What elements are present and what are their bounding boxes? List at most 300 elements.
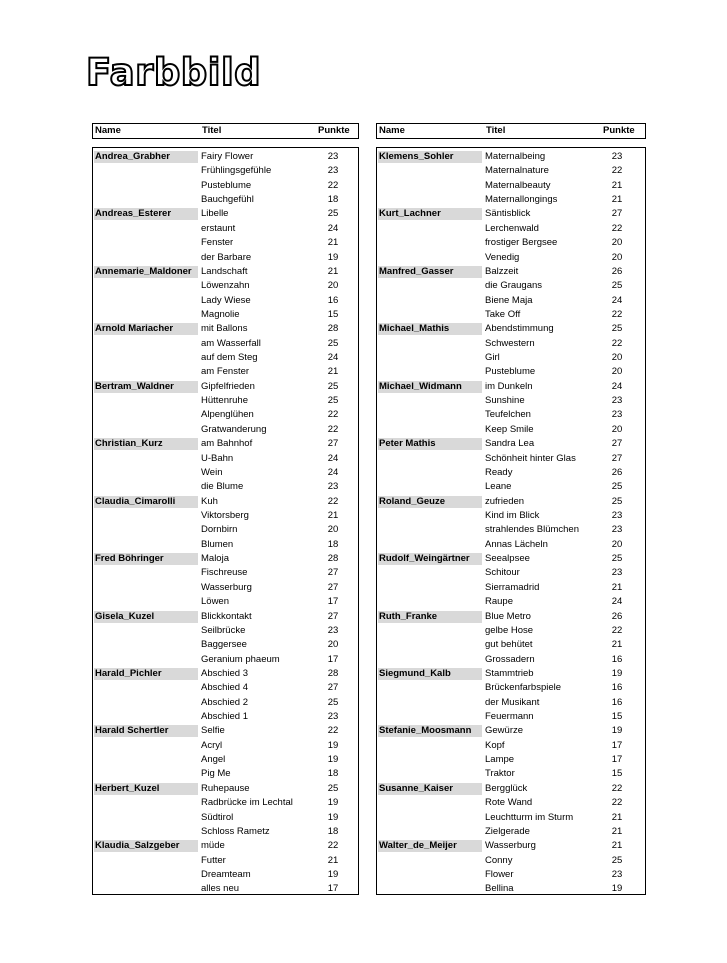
table-row xyxy=(377,466,645,480)
cell-punkte: 22 xyxy=(327,495,339,507)
cell-titel: Blumen xyxy=(201,538,234,550)
table-row xyxy=(377,193,645,207)
cell-punkte: 27 xyxy=(327,438,339,450)
cell-titel: Dornbirn xyxy=(201,524,238,536)
cell-titel: Hüttenruhe xyxy=(201,395,249,407)
cell-name xyxy=(94,366,198,378)
table-row xyxy=(377,825,645,839)
header-row-right xyxy=(376,123,646,139)
table-row xyxy=(93,495,358,509)
cell-titel: gut behütet xyxy=(485,639,533,651)
cell-name: Harald_Pichler xyxy=(94,668,198,680)
table-row xyxy=(93,294,358,308)
table-row xyxy=(93,696,358,710)
cell-punkte: 23 xyxy=(327,624,339,636)
table-row xyxy=(93,164,358,178)
table-row xyxy=(377,796,645,810)
cell-punkte: 17 xyxy=(327,596,339,608)
cell-titel: Maternalnature xyxy=(485,165,549,177)
cell-punkte: 23 xyxy=(611,509,623,521)
cell-punkte: 25 xyxy=(327,208,339,220)
table-row xyxy=(377,882,645,896)
table-row xyxy=(93,854,358,868)
cell-titel: Lampe xyxy=(485,754,515,766)
cell-titel: am Wasserfall xyxy=(201,337,261,349)
cell-titel: Maloja xyxy=(201,553,229,565)
cell-titel: Take Off xyxy=(485,308,521,320)
cell-titel: Teufelchen xyxy=(485,409,531,421)
table-row xyxy=(93,667,358,681)
table-row xyxy=(377,408,645,422)
cell-titel: Landschaft xyxy=(201,265,248,277)
table-row xyxy=(377,653,645,667)
cell-punkte: 20 xyxy=(611,352,623,364)
cell-titel: Bellina xyxy=(485,883,514,895)
cell-name xyxy=(378,338,482,350)
cell-titel: Grossadern xyxy=(485,653,535,665)
cell-punkte: 20 xyxy=(611,423,623,435)
cell-name xyxy=(94,352,198,364)
table-row xyxy=(93,207,358,221)
cell-name: Siegmund_Kalb xyxy=(378,668,482,680)
cell-name: Herbert_Kuzel xyxy=(94,783,198,795)
cell-name xyxy=(378,295,482,307)
cell-titel: Gewürze xyxy=(485,725,524,737)
cell-titel: Rote Wand xyxy=(485,797,533,809)
cell-titel: Lady Wiese xyxy=(201,294,251,306)
cell-titel: Südtirol xyxy=(201,811,234,823)
table-row xyxy=(93,653,358,667)
cell-name xyxy=(94,768,198,780)
cell-titel: Abschied 2 xyxy=(201,696,249,708)
cell-name xyxy=(378,467,482,479)
cell-name xyxy=(94,855,198,867)
cell-punkte: 15 xyxy=(327,308,339,320)
cell-titel: Annas Lächeln xyxy=(485,538,548,550)
cell-punkte: 20 xyxy=(327,524,339,536)
cell-name xyxy=(94,582,198,594)
table-row xyxy=(377,236,645,250)
table-row xyxy=(377,294,645,308)
cell-name xyxy=(378,812,482,824)
cell-name xyxy=(378,869,482,881)
table-row xyxy=(377,179,645,193)
cell-titel: Flower xyxy=(485,868,514,880)
cell-name xyxy=(94,424,198,436)
cell-name: Susanne_Kaiser xyxy=(378,783,482,795)
table-row xyxy=(377,251,645,265)
cell-titel: Ruhepause xyxy=(201,782,250,794)
cell-punkte: 24 xyxy=(327,222,339,234)
table-row xyxy=(377,222,645,236)
cell-titel: Abschied 3 xyxy=(201,667,249,679)
cell-titel: Schitour xyxy=(485,567,520,579)
header-titel: Titel xyxy=(486,125,506,136)
cell-name: Claudia_Cimarolli xyxy=(94,496,198,508)
cell-titel: Bauchgefühl xyxy=(201,194,254,206)
table-row xyxy=(377,207,645,221)
cell-punkte: 23 xyxy=(611,567,623,579)
table-row xyxy=(377,696,645,710)
table-row xyxy=(93,868,358,882)
table-row xyxy=(93,825,358,839)
cell-titel: Säntisblick xyxy=(485,208,531,220)
cell-name xyxy=(378,395,482,407)
cell-punkte: 20 xyxy=(611,538,623,550)
cell-punkte: 22 xyxy=(611,165,623,177)
cell-punkte: 27 xyxy=(611,438,623,450)
cell-punkte: 25 xyxy=(327,380,339,392)
cell-punkte: 25 xyxy=(327,696,339,708)
table-row xyxy=(377,581,645,595)
cell-name xyxy=(94,223,198,235)
table-row xyxy=(377,437,645,451)
table-row xyxy=(93,423,358,437)
cell-name xyxy=(378,697,482,709)
cell-titel: Feuermann xyxy=(485,711,534,723)
table-row xyxy=(377,538,645,552)
cell-titel: die Graugans xyxy=(485,280,543,292)
cell-punkte: 19 xyxy=(611,725,623,737)
cell-punkte: 25 xyxy=(611,553,623,565)
cell-titel: Biene Maja xyxy=(485,294,533,306)
table-row xyxy=(377,868,645,882)
page-title: Farbbild xyxy=(86,51,262,94)
table-row xyxy=(377,164,645,178)
cell-titel: Keep Smile xyxy=(485,423,534,435)
cell-punkte: 19 xyxy=(327,797,339,809)
cell-name xyxy=(94,252,198,264)
cell-punkte: 21 xyxy=(611,811,623,823)
cell-titel: Kind im Blick xyxy=(485,509,540,521)
cell-titel: Radbrücke im Lechtal xyxy=(201,797,293,809)
table-row xyxy=(377,365,645,379)
cell-titel: erstaunt xyxy=(201,222,236,234)
cell-punkte: 25 xyxy=(611,854,623,866)
cell-name xyxy=(94,194,198,206)
cell-titel: Alpenglühen xyxy=(201,409,254,421)
cell-punkte: 23 xyxy=(327,711,339,723)
cell-punkte: 19 xyxy=(327,868,339,880)
table-row xyxy=(377,423,645,437)
cell-punkte: 27 xyxy=(327,581,339,593)
cell-punkte: 21 xyxy=(611,639,623,651)
cell-punkte: 23 xyxy=(611,524,623,536)
cell-name xyxy=(94,869,198,881)
cell-titel: die Blume xyxy=(201,481,244,493)
cell-name xyxy=(94,481,198,493)
cell-titel: Löwenzahn xyxy=(201,280,250,292)
cell-titel: Sandra Lea xyxy=(485,438,535,450)
cell-name xyxy=(378,826,482,838)
cell-titel: auf dem Steg xyxy=(201,352,258,364)
cell-punkte: 18 xyxy=(327,825,339,837)
cell-punkte: 16 xyxy=(611,653,623,665)
cell-punkte: 21 xyxy=(611,840,623,852)
table-row xyxy=(93,753,358,767)
cell-name xyxy=(378,582,482,594)
cell-punkte: 21 xyxy=(611,825,623,837)
cell-name xyxy=(378,711,482,723)
cell-name xyxy=(94,280,198,292)
cell-punkte: 27 xyxy=(327,682,339,694)
cell-titel: alles neu xyxy=(201,883,240,895)
cell-punkte: 24 xyxy=(611,380,623,392)
table-row xyxy=(377,337,645,351)
cell-punkte: 17 xyxy=(327,653,339,665)
cell-name xyxy=(94,309,198,321)
cell-name xyxy=(378,524,482,536)
cell-name xyxy=(94,295,198,307)
cell-titel: Brückenfarbspiele xyxy=(485,682,562,694)
table-row xyxy=(93,222,358,236)
cell-name xyxy=(378,539,482,551)
cell-punkte: 17 xyxy=(611,739,623,751)
header-titel: Titel xyxy=(202,125,222,136)
cell-punkte: 28 xyxy=(327,323,339,335)
cell-name: Michael_Mathis xyxy=(378,323,482,335)
cell-titel: Abschied 1 xyxy=(201,711,249,723)
table-row xyxy=(93,538,358,552)
cell-punkte: 24 xyxy=(327,466,339,478)
cell-name: Andrea_Grabher xyxy=(94,151,198,163)
cell-name xyxy=(378,596,482,608)
cell-name xyxy=(378,194,482,206)
cell-name xyxy=(378,424,482,436)
cell-titel: Traktor xyxy=(485,768,515,780)
table-row xyxy=(377,495,645,509)
cell-titel: am Fenster xyxy=(201,366,250,378)
table-row xyxy=(377,509,645,523)
cell-name: Annemarie_Maldoner xyxy=(94,266,198,278)
cell-name xyxy=(94,812,198,824)
cell-titel: Fairy Flower xyxy=(201,151,254,162)
cell-punkte: 22 xyxy=(611,308,623,320)
cell-punkte: 20 xyxy=(327,639,339,651)
table-row xyxy=(93,710,358,724)
table-row xyxy=(93,839,358,853)
cell-punkte: 19 xyxy=(611,667,623,679)
cell-punkte: 22 xyxy=(327,840,339,852)
cell-punkte: 21 xyxy=(327,237,339,249)
cell-punkte: 19 xyxy=(611,883,623,895)
cell-titel: Seilbrücke xyxy=(201,624,246,636)
cell-punkte: 26 xyxy=(611,265,623,277)
cell-name xyxy=(94,826,198,838)
cell-titel: Venedig xyxy=(485,251,520,263)
cell-punkte: 25 xyxy=(327,337,339,349)
table-row xyxy=(93,767,358,781)
cell-name xyxy=(94,567,198,579)
cell-titel: Leuchtturm im Sturm xyxy=(485,811,574,823)
cell-name: Andreas_Esterer xyxy=(94,208,198,220)
cell-name xyxy=(378,567,482,579)
cell-name xyxy=(378,223,482,235)
cell-punkte: 21 xyxy=(327,854,339,866)
cell-name xyxy=(94,596,198,608)
table-row xyxy=(377,767,645,781)
table-row xyxy=(93,408,358,422)
cell-punkte: 17 xyxy=(327,883,339,895)
cell-name xyxy=(378,280,482,292)
cell-titel: Gipfelfrieden xyxy=(201,380,255,392)
cell-name: Ruth_Franke xyxy=(378,611,482,623)
cell-punkte: 21 xyxy=(611,581,623,593)
cell-name xyxy=(378,180,482,192)
cell-titel: Abschied 4 xyxy=(201,682,249,694)
cell-punkte: 19 xyxy=(327,739,339,751)
cell-titel: zufrieden xyxy=(485,495,525,507)
cell-titel: der Musikant xyxy=(485,696,540,708)
cell-titel: müde xyxy=(201,840,225,852)
cell-titel: Kuh xyxy=(201,495,218,507)
cell-titel: Seealpsee xyxy=(485,553,530,565)
cell-name: Peter Mathis xyxy=(378,438,482,450)
cell-titel: Löwen xyxy=(201,596,229,608)
cell-titel: Gratwanderung xyxy=(201,423,267,435)
table-row xyxy=(377,279,645,293)
table-row xyxy=(377,308,645,322)
cell-titel: mit Ballons xyxy=(201,323,248,335)
cell-punkte: 16 xyxy=(327,294,339,306)
table-row xyxy=(377,811,645,825)
table-row xyxy=(93,681,358,695)
cell-titel: Balzzeit xyxy=(485,265,519,277)
cell-name: Christian_Kurz xyxy=(94,438,198,450)
cell-punkte: 23 xyxy=(611,868,623,880)
cell-punkte: 22 xyxy=(611,782,623,794)
cell-titel: Viktorsberg xyxy=(201,509,249,521)
cell-titel: Schwestern xyxy=(485,337,535,349)
cell-punkte: 21 xyxy=(611,179,623,191)
table-row xyxy=(93,566,358,580)
cell-punkte: 20 xyxy=(611,366,623,378)
cell-titel: Bergglück xyxy=(485,782,528,794)
cell-titel: am Bahnhof xyxy=(201,438,253,450)
cell-titel: Maternalbeing xyxy=(485,151,546,162)
cell-titel: Sunshine xyxy=(485,395,525,407)
table-row xyxy=(377,150,645,164)
cell-titel: Leane xyxy=(485,481,512,493)
cell-punkte: 18 xyxy=(327,538,339,550)
cell-punkte: 15 xyxy=(611,768,623,780)
table-row xyxy=(93,351,358,365)
cell-name: Rudolf_Weingärtner xyxy=(378,553,482,565)
cell-punkte: 22 xyxy=(327,179,339,191)
cell-name xyxy=(378,768,482,780)
cell-punkte: 28 xyxy=(327,553,339,565)
table-row xyxy=(93,279,358,293)
cell-punkte: 23 xyxy=(327,151,339,162)
table-row xyxy=(93,466,358,480)
cell-punkte: 25 xyxy=(611,280,623,292)
cell-punkte: 23 xyxy=(611,409,623,421)
cell-punkte: 18 xyxy=(327,194,339,206)
cell-name xyxy=(94,539,198,551)
cell-titel: Fischreuse xyxy=(201,567,248,579)
cell-titel: gelbe Hose xyxy=(485,624,534,636)
table-row xyxy=(93,882,358,896)
table-row xyxy=(93,322,358,336)
table-row xyxy=(377,322,645,336)
cell-name: Roland_Geuze xyxy=(378,496,482,508)
cell-punkte: 23 xyxy=(611,395,623,407)
cell-punkte: 27 xyxy=(327,610,339,622)
cell-name xyxy=(378,883,482,895)
table-row xyxy=(93,179,358,193)
cell-titel: Zielgerade xyxy=(485,825,530,837)
cell-titel: Libelle xyxy=(201,208,229,220)
cell-name xyxy=(378,237,482,249)
cell-titel: Angel xyxy=(201,754,226,766)
cell-titel: Selfie xyxy=(201,725,225,737)
cell-name: Arnold Mariacher xyxy=(94,323,198,335)
cell-punkte: 25 xyxy=(327,782,339,794)
cell-name xyxy=(378,481,482,493)
cell-name xyxy=(94,682,198,694)
table-row xyxy=(93,624,358,638)
cell-titel: der Barbare xyxy=(201,251,252,263)
table-row xyxy=(377,610,645,624)
cell-name xyxy=(378,366,482,378)
cell-punkte: 26 xyxy=(611,610,623,622)
cell-name xyxy=(94,237,198,249)
cell-titel: Baggersee xyxy=(201,639,247,651)
cell-name: Michael_Widmann xyxy=(378,381,482,393)
cell-name xyxy=(378,625,482,637)
cell-titel: Acryl xyxy=(201,739,223,751)
cell-name xyxy=(94,338,198,350)
cell-punkte: 24 xyxy=(611,294,623,306)
cell-name xyxy=(94,524,198,536)
cell-titel: Pig Me xyxy=(201,768,231,780)
cell-name xyxy=(378,409,482,421)
table-row xyxy=(93,236,358,250)
cell-titel: im Dunkeln xyxy=(485,380,533,392)
cell-punkte: 15 xyxy=(611,711,623,723)
cell-name xyxy=(94,625,198,637)
cell-name xyxy=(378,510,482,522)
cell-punkte: 22 xyxy=(327,725,339,737)
table-row xyxy=(377,480,645,494)
cell-name xyxy=(94,754,198,766)
cell-titel: Maternalbeauty xyxy=(485,179,551,191)
cell-punkte: 26 xyxy=(611,466,623,478)
table-row xyxy=(377,710,645,724)
cell-name xyxy=(378,165,482,177)
table-body xyxy=(93,150,358,897)
table-row xyxy=(377,724,645,738)
table-row xyxy=(93,552,358,566)
cell-punkte: 20 xyxy=(611,237,623,249)
cell-name xyxy=(378,309,482,321)
header-punkte: Punkte xyxy=(603,125,635,136)
cell-name: Gisela_Kuzel xyxy=(94,611,198,623)
cell-name xyxy=(378,855,482,867)
cell-titel: Wasserburg xyxy=(201,581,252,593)
cell-punkte: 27 xyxy=(611,452,623,464)
cell-name xyxy=(378,740,482,752)
cell-punkte: 22 xyxy=(327,423,339,435)
cell-titel: Kopf xyxy=(485,739,505,751)
cell-name: Stefanie_Moosmann xyxy=(378,725,482,737)
cell-punkte: 25 xyxy=(611,323,623,335)
cell-titel: Magnolie xyxy=(201,308,240,320)
cell-punkte: 28 xyxy=(327,667,339,679)
cell-name xyxy=(94,453,198,465)
cell-titel: Girl xyxy=(485,352,500,364)
cell-punkte: 21 xyxy=(327,509,339,521)
